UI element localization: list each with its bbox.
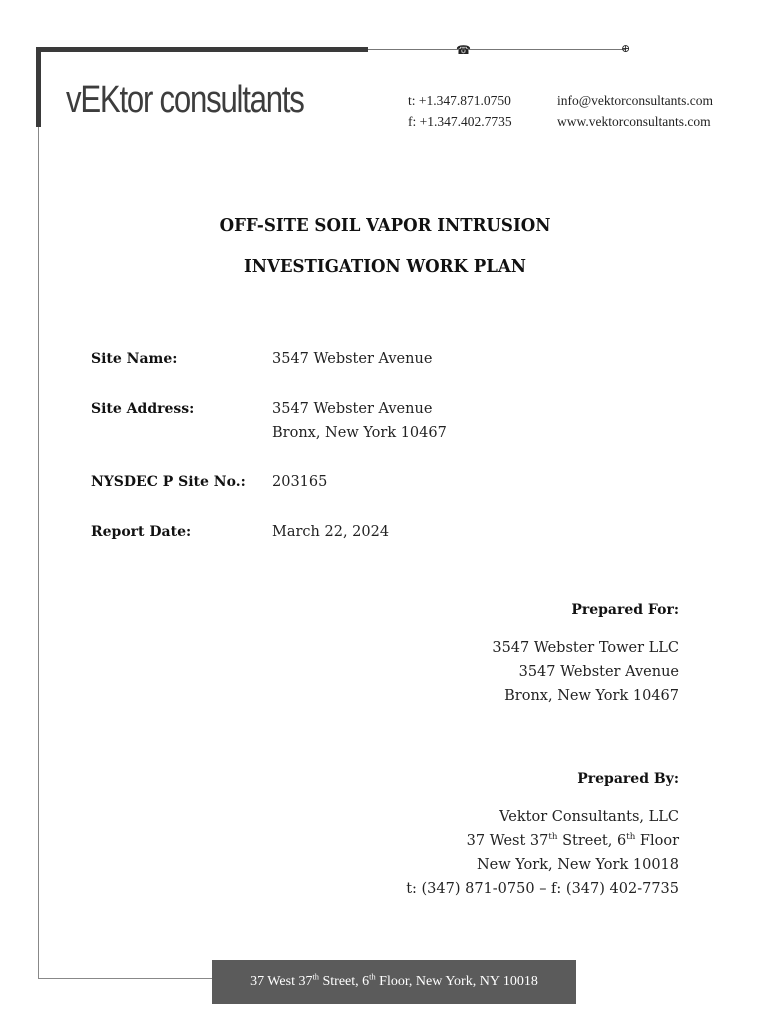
phone-icon: ☎ [456,43,471,57]
site-address-line-1: 3547 Webster Avenue [272,401,433,417]
site-number-value: 203165 [272,474,328,490]
prepared-by-block [406,767,679,901]
site-address-line-2: Bronx, New York 10467 [272,425,447,441]
prepared-for-line-1: 3547 Webster Tower LLC [492,640,679,656]
email-address[interactable]: info@vektorconsultants.com [557,93,714,108]
prepared-by-line-3: New York, New York 10018 [476,857,679,873]
prepared-for-line-3: Bronx, New York 10467 [504,688,679,704]
site-name-value: 3547 Webster Avenue [272,351,433,367]
prepared-by-line-1: Vektor Consultants, LLC [499,809,679,825]
prepared-for-block [492,598,679,708]
company-logo: vEKtor consultants [66,79,304,121]
page-left-rule [38,127,39,979]
globe-icon: ⊕ [621,42,631,55]
site-name-label: Site Name: [91,351,178,367]
fax-number: f: +1.347.402.7735 [408,114,512,129]
site-address-label: Site Address: [91,401,195,417]
footer-address-bar: 37 West 37th Street, 6th Floor, New York, NY 10018 [212,960,576,1004]
prepared-by-street: 37 West 37th Street, 6th Floor [466,832,679,849]
phone-number: t: +1.347.871.0750 [408,93,511,108]
report-date-value: March 22, 2024 [272,524,390,540]
prepared-by-heading: Prepared By: [577,771,679,787]
document-title-line-1: OFF-SITE SOIL VAPOR INTRUSION [219,216,551,236]
site-number-label: NYSDEC P Site No.: [91,474,246,490]
contact-web-block [557,90,713,132]
prepared-by-contact: t: (347) 871-0750 – f: (347) 402-7735 [406,881,679,897]
document-title-line-2: INVESTIGATION WORK PLAN [243,257,527,277]
letterhead-rule-thin [368,49,626,50]
website-url[interactable]: www.vektorconsultants.com [557,114,711,129]
report-date-label: Report Date: [91,524,192,540]
contact-phone-block [408,90,512,132]
page-bottom-rule [38,978,212,979]
letterhead-left-bar [36,47,41,127]
letterhead-rule-thick [36,47,368,52]
prepared-for-line-2: 3547 Webster Avenue [518,664,679,680]
site-address-value [272,397,447,445]
prepared-for-heading: Prepared For: [571,602,679,618]
